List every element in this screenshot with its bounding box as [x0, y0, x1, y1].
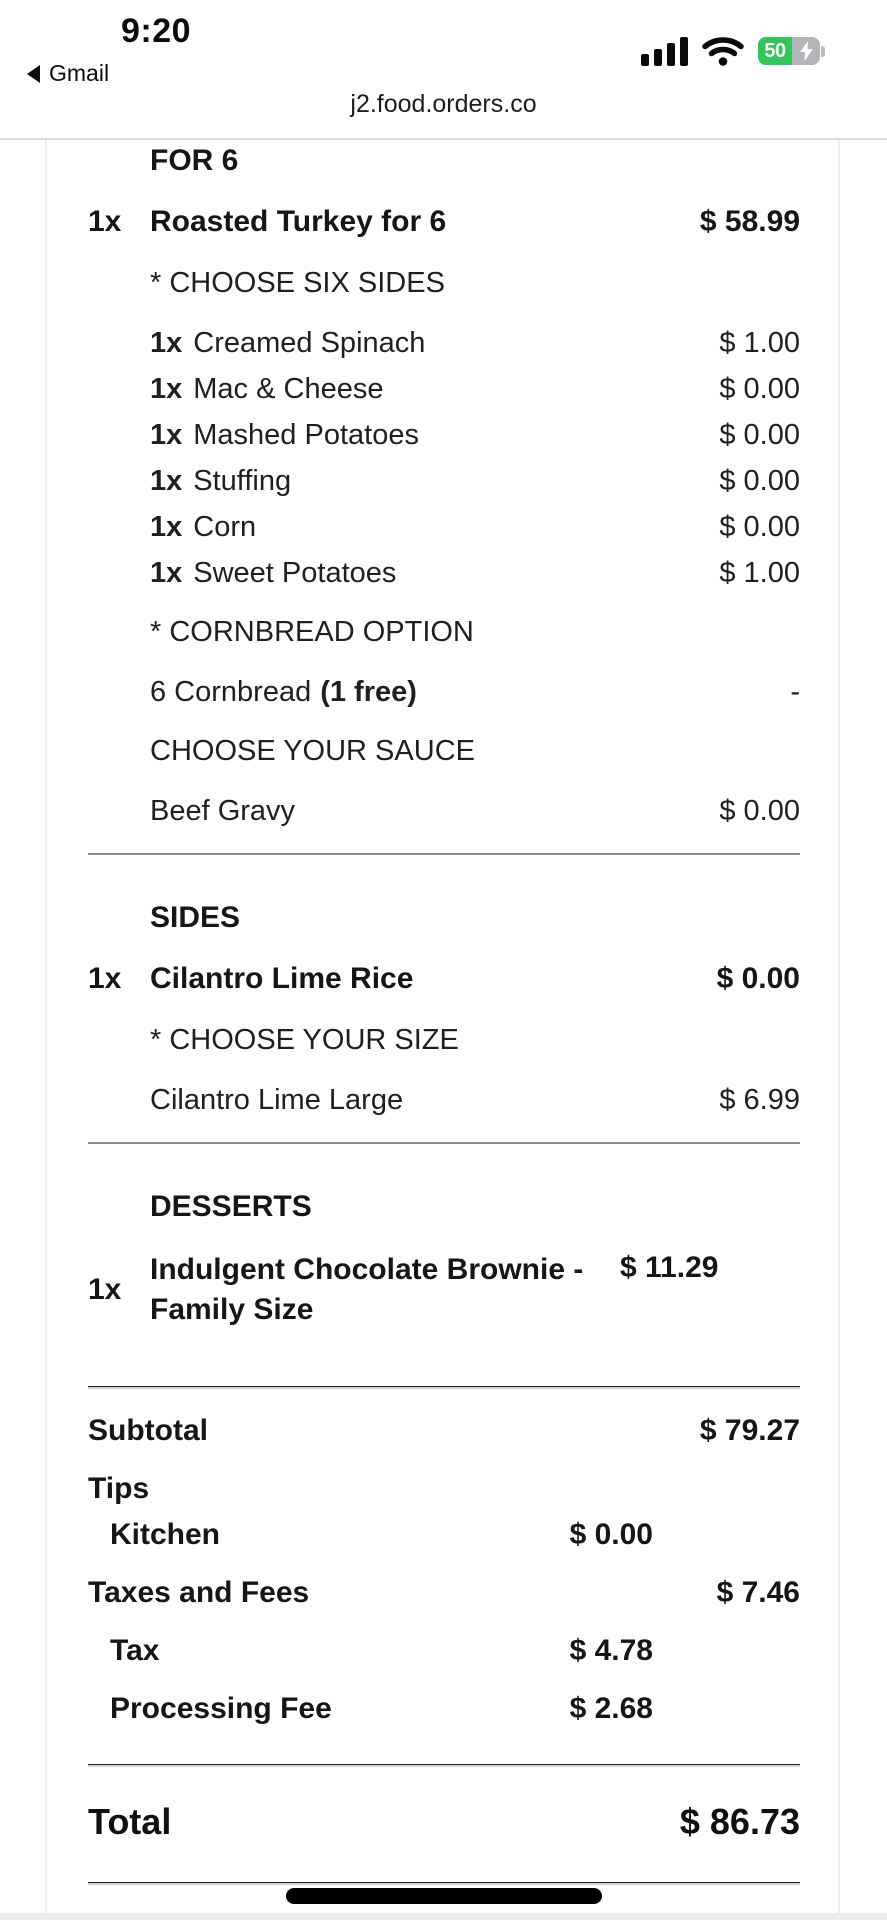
status-bar-icons — [641, 36, 825, 66]
option-name: Cilantro Lime Large — [150, 1084, 404, 1116]
option-name: Creamed Spinach — [193, 327, 426, 359]
option-name: Sweet Potatoes — [193, 557, 397, 589]
wifi-icon — [702, 36, 744, 66]
section-heading-desserts: DESSERTS — [150, 1190, 312, 1223]
item-name: Indulgent Chocolate Brownie - Family Size — [150, 1253, 584, 1326]
option-qty: 1x — [150, 557, 183, 589]
battery-icon — [758, 37, 825, 65]
taxes-fees-row — [88, 1575, 800, 1611]
grand-total-row — [88, 1800, 800, 1844]
subtotal-value: $ 79.27 — [699, 1414, 800, 1447]
option-qty: 1x — [150, 373, 183, 405]
battery-body — [758, 37, 820, 65]
option-price: $ 0.00 — [719, 373, 800, 405]
tax-value: $ 4.78 — [569, 1634, 653, 1667]
tax-label: Tax — [110, 1634, 160, 1667]
section-divider — [88, 1142, 800, 1144]
tips-row — [88, 1471, 800, 1507]
item-qty: 1x — [88, 205, 122, 238]
grand-total-value: $ 86.73 — [679, 1801, 800, 1842]
option-qty: 1x — [150, 419, 183, 451]
grand-total-divider — [88, 1764, 800, 1767]
taxes-fees-value: $ 7.46 — [716, 1576, 800, 1609]
option-price: $ 6.99 — [719, 1084, 800, 1116]
item-price: $ 0.00 — [716, 962, 800, 995]
option-name: Mac & Cheese — [193, 373, 384, 405]
kitchen-tip-label: Kitchen — [110, 1518, 221, 1551]
url-text: j2.food.orders.co — [350, 90, 537, 118]
tax-row — [88, 1633, 800, 1669]
battery-percent: 50 — [758, 37, 792, 65]
option-row — [150, 464, 800, 498]
option-row — [150, 675, 800, 709]
option-row — [150, 794, 800, 828]
option-name-bold-suffix: (1 free) — [320, 676, 417, 708]
option-group-size — [88, 1023, 800, 1117]
bottom-divider — [88, 1882, 800, 1885]
item-row-roasted-turkey — [88, 204, 800, 240]
option-group-label: * CHOOSE SIX SIDES — [150, 267, 445, 299]
option-group-label: CHOOSE YOUR SAUCE — [150, 735, 475, 767]
kitchen-tip-value: $ 0.00 — [569, 1518, 653, 1551]
option-row — [150, 510, 800, 544]
processing-fee-value: $ 2.68 — [569, 1692, 653, 1725]
status-bar-time: 9:20 — [120, 12, 192, 50]
option-price: $ 1.00 — [719, 327, 800, 359]
charging-bolt-icon — [800, 41, 813, 61]
option-qty: 1x — [150, 327, 183, 359]
url-bar[interactable] — [0, 90, 887, 119]
option-name: Corn — [193, 511, 257, 543]
option-price: $ 1.00 — [719, 557, 800, 589]
processing-fee-row — [88, 1691, 800, 1727]
option-qty: 1x — [150, 465, 183, 497]
option-group-label: * CHOOSE YOUR SIZE — [150, 1024, 459, 1056]
order-receipt — [45, 140, 840, 1920]
option-row — [150, 372, 800, 406]
item-row-brownie — [88, 1250, 800, 1330]
option-group-label: * CORNBREAD OPTION — [150, 616, 474, 648]
section-heading-sides: SIDES — [150, 901, 241, 934]
grand-total-label: Total — [88, 1801, 172, 1842]
item-name: Roasted Turkey for 6 — [150, 205, 447, 238]
back-triangle-icon — [27, 65, 40, 83]
option-price: $ 0.00 — [719, 465, 800, 497]
item-price: $ 11.29 — [620, 1251, 719, 1284]
item-name: Cilantro Lime Rice — [150, 962, 414, 995]
option-row — [150, 418, 800, 452]
item-price: $ 58.99 — [699, 205, 800, 238]
option-row — [150, 1083, 800, 1117]
item-qty: 1x — [88, 962, 122, 995]
option-price: $ 0.00 — [719, 511, 800, 543]
option-row — [150, 326, 800, 360]
item-qty: 1x — [88, 1273, 122, 1306]
option-group-cornbread — [88, 615, 800, 709]
back-to-gmail-link[interactable] — [27, 60, 109, 87]
option-row — [150, 556, 800, 590]
option-name: Stuffing — [193, 465, 292, 497]
option-price: $ 0.00 — [719, 419, 800, 451]
screen-bottom-strip — [0, 1913, 887, 1920]
option-group-six-sides — [88, 266, 800, 590]
home-indicator[interactable] — [286, 1888, 602, 1904]
processing-fee-label: Processing Fee — [110, 1692, 332, 1725]
cellular-signal-icon — [641, 36, 688, 66]
option-name: Beef Gravy — [150, 795, 296, 827]
option-name: 6 Cornbread — [150, 676, 312, 708]
battery-gray-section — [792, 37, 820, 65]
battery-nub — [821, 46, 825, 57]
back-app-label: Gmail — [49, 60, 110, 86]
tips-label: Tips — [88, 1472, 150, 1505]
option-price: - — [790, 676, 800, 708]
kitchen-tip-row — [88, 1517, 800, 1553]
option-group-sauce — [88, 734, 800, 828]
subtotal-label: Subtotal — [88, 1414, 208, 1447]
totals-divider — [88, 1386, 800, 1389]
option-price: $ 0.00 — [719, 795, 800, 827]
option-qty: 1x — [150, 511, 183, 543]
item-row-cilantro-rice — [88, 961, 800, 997]
section-divider — [88, 853, 800, 855]
subtotal-row — [88, 1413, 800, 1449]
section-heading-for-6: FOR 6 — [150, 144, 239, 177]
taxes-fees-label: Taxes and Fees — [88, 1576, 310, 1609]
option-name: Mashed Potatoes — [193, 419, 419, 451]
